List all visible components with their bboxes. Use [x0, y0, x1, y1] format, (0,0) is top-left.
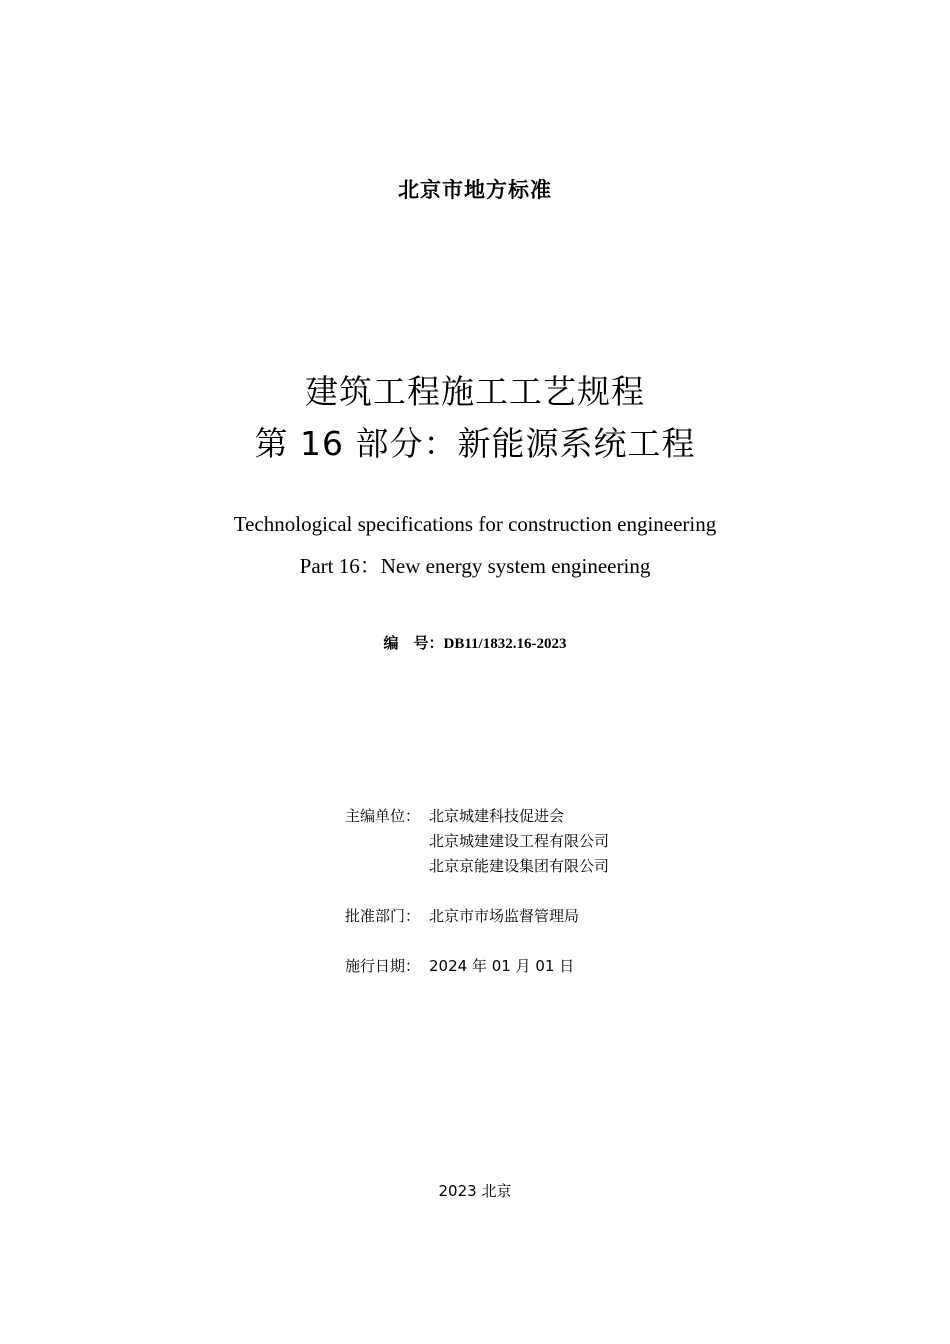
title-chinese-line2: 第 16 部分：新能源系统工程: [254, 424, 696, 463]
effective-date-label: 施行日期：: [345, 957, 421, 975]
editor-item: 北京城建科技促进会: [429, 807, 565, 825]
title-english-line1: Technological specifications for construction engineering: [233, 512, 717, 536]
footer-year-place: 2023 北京: [438, 1182, 512, 1200]
standard-code-value: DB11/1832.16-2023: [443, 636, 567, 652]
editor-item: 北京城建建设工程有限公司: [429, 832, 610, 850]
editor-item: 北京京能建设集团有限公司: [429, 857, 610, 875]
effective-date-row: [345, 955, 574, 976]
standard-category: 北京市地方标准: [398, 178, 552, 202]
title-chinese-line1: 建筑工程施工工艺规程: [305, 372, 645, 411]
approval-row: [345, 905, 579, 926]
editors-row: [345, 805, 564, 826]
approval-value: 北京市市场监督管理局: [429, 907, 580, 925]
effective-date-value: 2024 年 01 月 01 日: [429, 957, 575, 975]
title-english-line2: Part 16：New energy system engineering: [299, 554, 651, 578]
standard-code-label: 编 号：: [383, 634, 444, 652]
approval-label: 批准部门：: [345, 907, 421, 925]
standard-code: [0, 632, 950, 653]
editors-label: 主编单位：: [345, 807, 421, 825]
